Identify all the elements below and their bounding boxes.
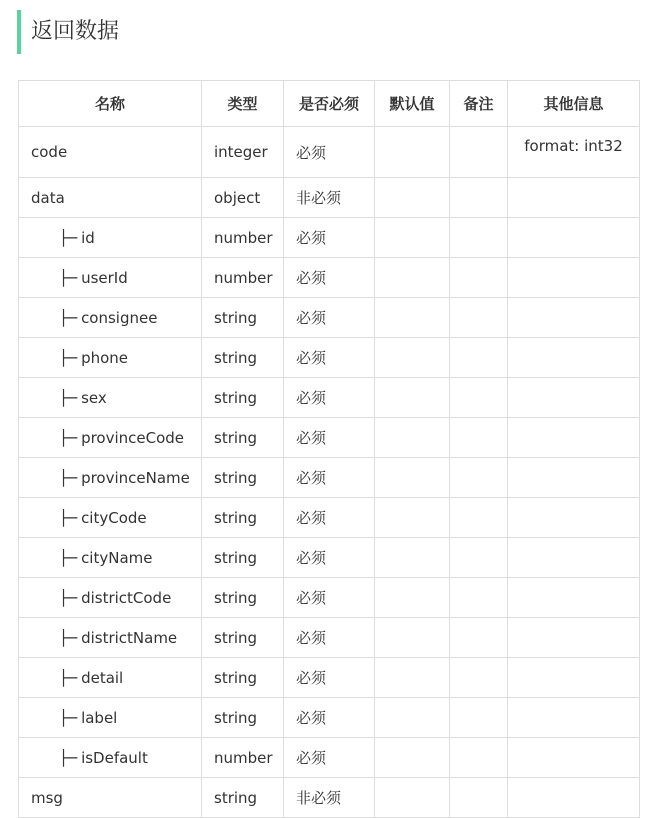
table-row [19,418,640,458]
cell-note [450,618,508,658]
cell-note [450,698,508,738]
header-default: 默认值 [375,81,450,127]
table-row [19,218,640,258]
cell-type: string [202,538,284,578]
table-row [19,338,640,378]
header-name: 名称 [19,81,202,127]
cell-default [375,218,450,258]
cell-type: string [202,298,284,338]
cell-other [508,498,640,538]
cell-name [19,658,202,698]
cell-name [19,258,202,298]
cell-name [19,218,202,258]
cell-default [375,658,450,698]
cell-default [375,378,450,418]
cell-default [375,578,450,618]
cell-name-text: label [81,708,118,727]
cell-required: 必须 [284,618,375,658]
tree-branch-icon: ├─ [59,708,78,727]
tree-branch-icon: ├─ [59,388,78,407]
cell-type: number [202,738,284,778]
tree-branch-icon: ├─ [59,628,78,647]
cell-other [508,378,640,418]
cell-name [19,458,202,498]
cell-type: integer [202,127,284,178]
cell-type: string [202,578,284,618]
cell-default [375,258,450,298]
cell-name [19,538,202,578]
cell-default [375,698,450,738]
cell-type: number [202,218,284,258]
cell-name [19,618,202,658]
cell-type: string [202,498,284,538]
cell-default [375,618,450,658]
cell-note [450,778,508,818]
cell-default [375,298,450,338]
cell-default [375,127,450,178]
tree-branch-icon: ├─ [59,588,78,607]
cell-default [375,498,450,538]
cell-type: number [202,258,284,298]
cell-default [375,338,450,378]
table-row [19,498,640,538]
cell-note [450,218,508,258]
table-row [19,658,640,698]
table-row [19,458,640,498]
cell-note [450,658,508,698]
tree-branch-icon: ├─ [59,228,78,247]
cell-name [19,418,202,458]
cell-required: 必须 [284,218,375,258]
cell-name-text: detail [81,668,124,687]
cell-required: 必须 [284,127,375,178]
cell-required: 必须 [284,698,375,738]
cell-other [508,178,640,218]
cell-type: string [202,618,284,658]
cell-other [508,658,640,698]
cell-note [450,458,508,498]
cell-name: data [19,178,202,218]
cell-name [19,738,202,778]
cell-other [508,738,640,778]
cell-name-text: cityCode [81,508,147,527]
cell-required: 必须 [284,578,375,618]
cell-name-text: districtName [81,628,178,647]
cell-other [508,298,640,338]
table-row [19,538,640,578]
tree-branch-icon: ├─ [59,748,78,767]
header-note: 备注 [450,81,508,127]
table-header-row [19,81,640,127]
cell-note [450,338,508,378]
cell-name: msg [19,778,202,818]
cell-type: object [202,178,284,218]
cell-type: string [202,418,284,458]
table-row [19,258,640,298]
header-required: 是否必须 [284,81,375,127]
cell-type: string [202,338,284,378]
tree-branch-icon: ├─ [59,308,78,327]
cell-default [375,738,450,778]
cell-name [19,698,202,738]
cell-other [508,218,640,258]
cell-required: 必须 [284,378,375,418]
cell-default [375,418,450,458]
tree-branch-icon: ├─ [59,468,78,487]
tree-branch-icon: ├─ [59,668,78,687]
header-other: 其他信息 [508,81,640,127]
tree-branch-icon: ├─ [59,268,78,287]
cell-other [508,778,640,818]
cell-name-text: sex [81,388,107,407]
cell-name-text: consignee [81,308,158,327]
cell-other [508,578,640,618]
cell-name-text: id [81,228,95,247]
cell-required: 非必须 [284,178,375,218]
cell-required: 必须 [284,338,375,378]
cell-type: string [202,378,284,418]
table-row [19,127,640,178]
cell-note [450,578,508,618]
cell-required: 非必须 [284,778,375,818]
cell-note [450,538,508,578]
cell-name [19,338,202,378]
cell-note [450,127,508,178]
cell-note [450,418,508,458]
table-row [19,298,640,338]
response-params-table [18,80,640,818]
cell-name-text: provinceCode [81,428,185,447]
cell-required: 必须 [284,538,375,578]
table-row [19,778,640,818]
cell-type: string [202,658,284,698]
cell-name: code [19,127,202,178]
cell-note [450,378,508,418]
cell-other [508,538,640,578]
cell-note [450,178,508,218]
cell-required: 必须 [284,298,375,338]
cell-other [508,258,640,298]
cell-other [508,338,640,378]
tree-branch-icon: ├─ [59,428,78,447]
cell-name [19,578,202,618]
cell-other [508,618,640,658]
cell-default [375,458,450,498]
cell-name-text: isDefault [81,748,148,767]
cell-name-text: userId [81,268,128,287]
cell-default [375,178,450,218]
cell-required: 必须 [284,658,375,698]
cell-note [450,498,508,538]
cell-name-text: cityName [81,548,153,567]
cell-type: string [202,778,284,818]
cell-note [450,258,508,298]
tree-branch-icon: ├─ [59,548,78,567]
cell-note [450,298,508,338]
table-row [19,618,640,658]
cell-name [19,498,202,538]
cell-required: 必须 [284,418,375,458]
cell-required: 必须 [284,258,375,298]
cell-other [508,418,640,458]
cell-name-text: provinceName [81,468,190,487]
table-row [19,698,640,738]
cell-other [508,458,640,498]
header-type: 类型 [202,81,284,127]
cell-default [375,538,450,578]
cell-note [450,738,508,778]
table-row [19,378,640,418]
cell-type: string [202,458,284,498]
table-row [19,178,640,218]
cell-name-text: phone [81,348,129,367]
cell-required: 必须 [284,738,375,778]
section-title: 返回数据 [17,10,119,54]
cell-other: format: int32 [508,127,640,178]
cell-default [375,778,450,818]
cell-required: 必须 [284,498,375,538]
table-row [19,578,640,618]
cell-name-text: districtCode [81,588,172,607]
cell-type: string [202,698,284,738]
cell-required: 必须 [284,458,375,498]
tree-branch-icon: ├─ [59,508,78,527]
table-row [19,738,640,778]
tree-branch-icon: ├─ [59,348,78,367]
cell-name [19,298,202,338]
cell-other [508,698,640,738]
cell-name [19,378,202,418]
